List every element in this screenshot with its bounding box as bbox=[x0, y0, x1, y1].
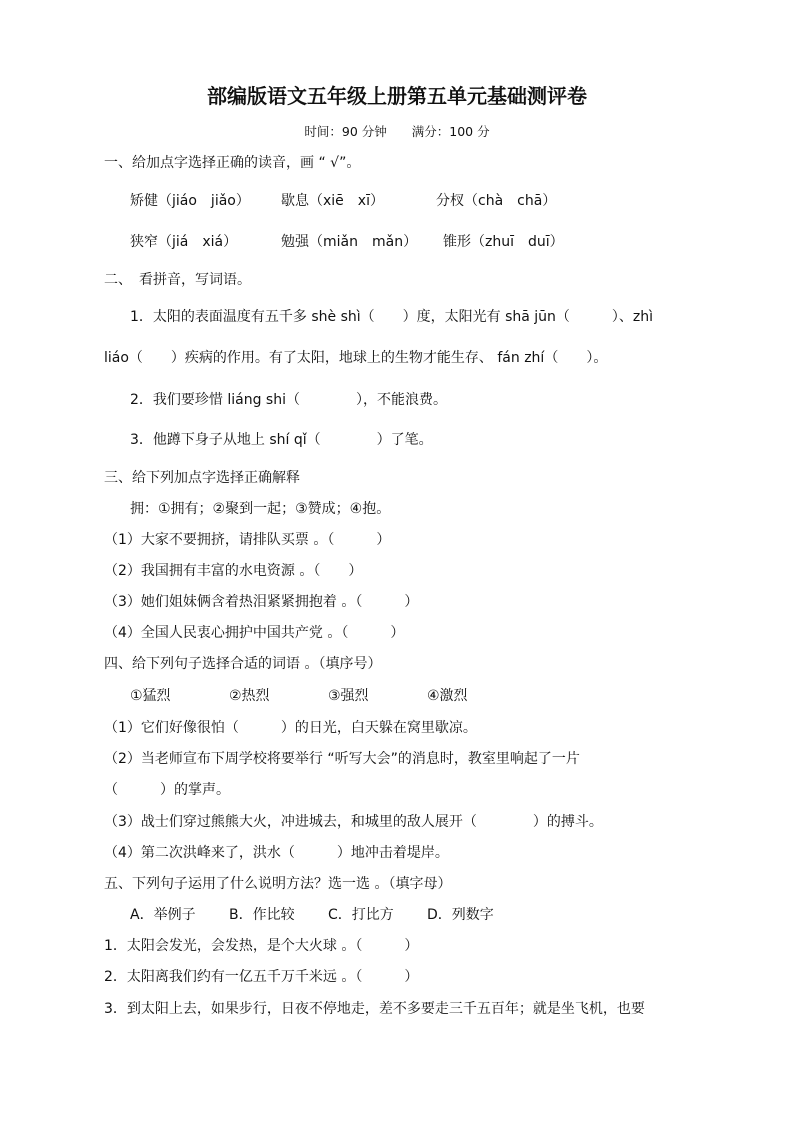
question-line: （2）当老师宣布下周学校将要举行 “听写大会”的消息时，教室里响起了一片 bbox=[104, 751, 580, 767]
pinyin-choice-item: 歇息（xiē xī） bbox=[281, 193, 384, 209]
question-line: 2．太阳离我们约有一亿五千万千米远 。（ ） bbox=[104, 969, 419, 985]
question-line: 1．太阳会发光，会发热，是个大火球 。（ ） bbox=[104, 938, 419, 954]
exam-info: 时间：90 分钟 满分：100 分 bbox=[304, 124, 490, 139]
word-option: ④激烈 bbox=[427, 688, 468, 704]
pinyin-choice-item: 狭窄（jiá xiá） bbox=[130, 234, 238, 250]
question-line: 2．我们要珍惜 liáng shi（ ），不能浪费。 bbox=[130, 392, 447, 408]
page-title: 部编版语文五年级上册第五单元基础测评卷 bbox=[207, 84, 587, 108]
word-option: ③强烈 bbox=[328, 688, 369, 704]
pinyin-choice-item: 锥形（zhuī duī） bbox=[443, 234, 564, 250]
definition-options: 拥：①拥有；②聚到一起；③赞成；④抱。 bbox=[130, 501, 391, 517]
question-line: liáo（ ）疾病的作用。有了太阳，地球上的生物才能生存、 fán zhí（ ）。 bbox=[104, 350, 608, 366]
question-line: （2）我国拥有丰富的水电资源 。（ ） bbox=[104, 563, 363, 579]
question-line: （1）大家不要拥挤，请排队买票 。（ ） bbox=[104, 532, 391, 548]
method-option: A．举例子 bbox=[130, 907, 196, 923]
section-3-heading: 三、给下列加点字选择正确解释 bbox=[104, 470, 300, 486]
word-option: ①猛烈 bbox=[130, 688, 171, 704]
method-option: D．列数字 bbox=[427, 907, 494, 923]
pinyin-choice-item: 分杈（chà chā） bbox=[436, 193, 557, 209]
section-2-heading: 二、 看拼音，写词语。 bbox=[104, 272, 251, 288]
question-line: 1．太阳的表面温度有五千多 shè shì（ ）度，太阳光有 shā jūn（ ）、zhì bbox=[130, 309, 654, 325]
question-line: （4）第二次洪峰来了，洪水（ ）地冲击着堤岸。 bbox=[104, 845, 449, 861]
word-option: ②热烈 bbox=[229, 688, 270, 704]
question-line: （ ）的掌声。 bbox=[104, 782, 230, 798]
question-line: （3）她们姐妹俩含着热泪紧紧拥抱着 。（ ） bbox=[104, 594, 419, 610]
section-4-heading: 四、给下列句子选择合适的词语 。（填序号） bbox=[104, 656, 382, 672]
method-option: B．作比较 bbox=[229, 907, 295, 923]
section-1-heading: 一、给加点字选择正确的读音，画 “ √”。 bbox=[104, 155, 361, 171]
question-line: 3．到太阳上去，如果步行，日夜不停地走，差不多要走三千五百年；就是坐飞机，也要 bbox=[104, 1001, 645, 1017]
pinyin-choice-item: 勉强（miǎn mǎn） bbox=[281, 234, 418, 250]
question-line: （3）战士们穿过熊熊大火，冲进城去，和城里的敌人展开（ ）的搏斗。 bbox=[104, 814, 603, 830]
pinyin-choice-item: 矫健（jiáo jiǎo） bbox=[130, 193, 250, 209]
method-option: C．打比方 bbox=[328, 907, 394, 923]
question-line: （4）全国人民衷心拥护中国共产党 。（ ） bbox=[104, 625, 405, 641]
question-line: （1）它们好像很怕（ ）的日光，白天躲在窝里歇凉。 bbox=[104, 720, 477, 736]
section-5-heading: 五、下列句子运用了什么说明方法？选一选 。（填字母） bbox=[104, 876, 452, 892]
question-line: 3．他蹲下身子从地上 shí qǐ（ ）了笔。 bbox=[130, 432, 433, 448]
